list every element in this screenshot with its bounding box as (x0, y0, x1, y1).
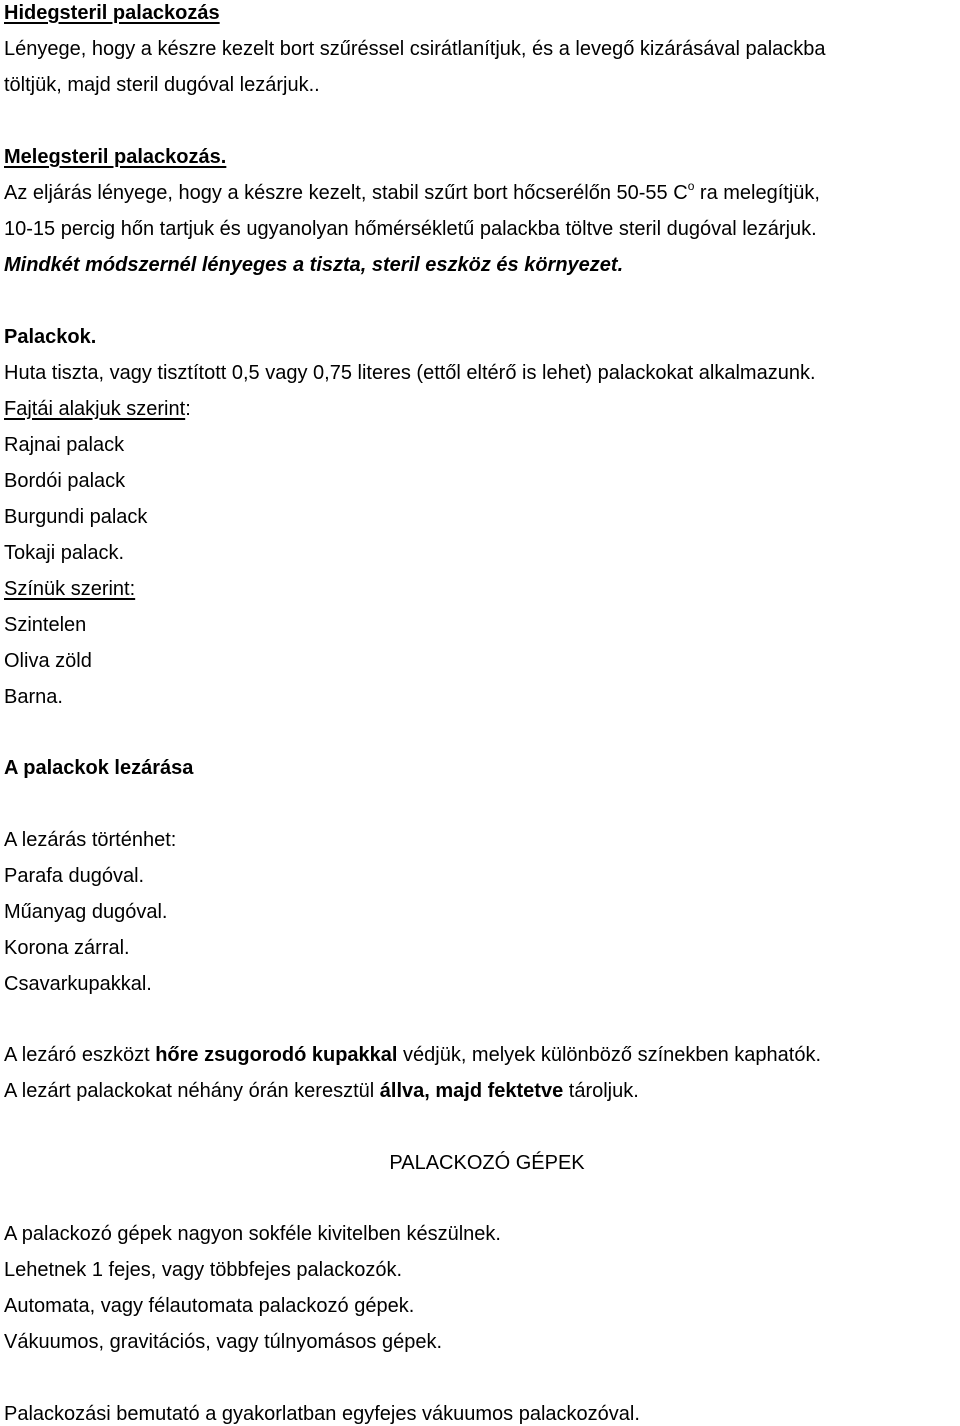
list-item: Bordói palack (4, 470, 126, 492)
list-item: Rajnai palack (4, 434, 125, 456)
paragraph-line: Lehetnek 1 fejes, vagy többfejes palackozók. (4, 1259, 403, 1281)
paragraph-line: A lezáró eszközt hőre zsugorodó kupakkal védjük, melyek különböző színekben kaphatók. (4, 1044, 822, 1066)
paragraph-line: Palackozási bemutató a gyakorlatban egyfejes vákuumos palackozóval. (4, 1403, 640, 1425)
list-item: Barna. (4, 686, 63, 708)
paragraph-line: Huta tiszta, vagy tisztított 0,5 vagy 0,75 literes (ettől eltérő is lehet) palackokat alkalmazunk. (4, 362, 816, 384)
heading-closing: A palackok lezárása (4, 757, 194, 779)
paragraph-line: Vákuumos, gravitációs, vagy túlnyomásos gépek. (4, 1331, 442, 1353)
paragraph-line: Az eljárás lényege, hogy a készre kezelt, stabil szűrt bort hőcserélőn 50-55 $C^o$ ra melegítjük, (4, 179, 820, 204)
list-item: Csavarkupakkal. (4, 973, 152, 995)
list-item: Korona zárral. (4, 937, 130, 959)
paragraph-line: Lényege, hogy a készre kezelt bort szűréssel csirátlanítjuk, és a levegő kizárásával palackba (4, 38, 826, 60)
paragraph-line: A palackozó gépek nagyon sokféle kivitelben készülnek. (4, 1223, 501, 1245)
color-label: Színük szerint: (4, 578, 136, 600)
list-item: Műanyag dugóval. (4, 901, 168, 923)
paragraph-line: 10-15 percig hőn tartjuk és ugyanolyan hőmérsékletű palackba töltve steril dugóval lezárjuk. (4, 218, 817, 240)
paragraph-line: Automata, vagy félautomata palackozó gépek. (4, 1295, 415, 1317)
heading-bottles: Palackok. (4, 326, 97, 348)
list-item: Oliva zöld (4, 650, 92, 672)
degree-superscript: o (687, 179, 695, 193)
heading-cold-sterile: Hidegsteril palackozás (4, 2, 220, 24)
heading-bottling-machines: PALACKOZÓ GÉPEK (389, 1152, 585, 1174)
paragraph-line: A lezárt palackokat néhány órán keresztül állva, majd fektetve tároljuk. (4, 1080, 639, 1102)
list-item: Szintelen (4, 614, 87, 636)
heading-warm-sterile: Melegsteril palackozás. (4, 146, 227, 168)
list-item: Parafa dugóval. (4, 865, 145, 887)
list-item: Tokaji palack. (4, 542, 125, 564)
shape-label: Fajtái alakjuk szerint: (4, 398, 191, 420)
paragraph-line: A lezárás történhet: (4, 829, 177, 851)
list-item: Burgundi palack (4, 506, 148, 528)
paragraph-line: töltjük, majd steril dugóval lezárjuk.. (4, 74, 320, 96)
emphasis-note: Mindkét módszernél lényeges a tiszta, steril eszköz és környezet. (4, 254, 624, 276)
